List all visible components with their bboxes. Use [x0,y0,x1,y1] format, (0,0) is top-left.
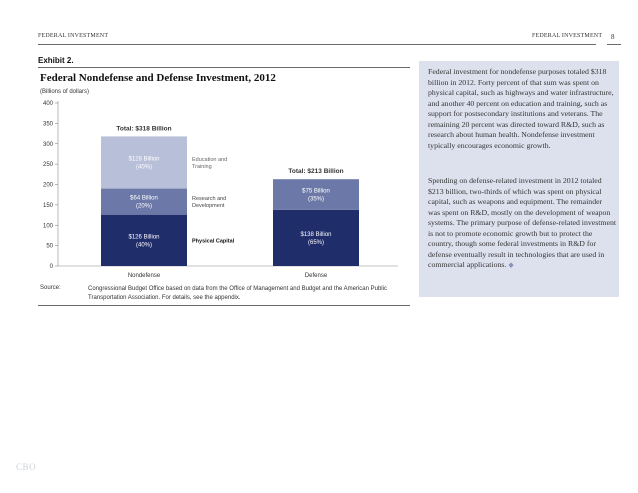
y-axis-units-label: (Billions of dollars) [40,89,90,95]
series-label: Education and Training [192,156,228,170]
total-label: Total: $213 Billion [288,168,344,176]
chart-title: Federal Nondefense and Defense Investment, 2012 [40,72,276,84]
data-label: $75 Billion (35%) [302,188,330,203]
y-tick-label: 300 [42,141,53,148]
page-number: 8 [611,33,615,41]
source-text: Congressional Budget Office based on data from the Office of Management and Budget and the American Public Transportation Association. For details, see the appendix. [88,286,387,301]
exhibit-label: Exhibit 2. [38,56,74,65]
running-header-left: FEDERAL INVESTMENT [38,33,109,39]
y-tick-label: 0 [49,264,53,270]
y-tick-label: 50 [46,243,53,250]
sidebar-paragraph-2: Spending on defense-related investment in 2012 totaled $213 billion, two-thirds of which was spent on physical capital, such as weapons and equipment. The remainder was spent on R&D, mostly on the development of weapon systems. The primary purpose of defense-related investment is not to promote economic growth but to protect the country, though some federal investments in R&D for defense eventually result in technologies that are used in commercial applications. ◆ [428,176,617,269]
data-label: $128 Billion (40%) [128,156,160,171]
sidebar-paragraph-1: Federal investment for nondefense purposes totaled $318 billion in 2012. Forty percent of that sum was spent on physical capital, such as highways and water infrastructure, and another 40 percent on education and training, such as support for postsecondary institutions and veterans. The remaining 20 percent was directed toward R&D, such as research about human health. Nondefense investment typically encourages economic growth. [428,67,614,150]
total-label: Total: $318 Billion [116,125,172,133]
y-tick-label: 400 [42,101,53,107]
series-label: Research and Development [192,196,227,210]
category-label: Defense [304,273,328,279]
data-label: $126 Billion (40%) [128,234,160,249]
end-mark-icon: ◆ [508,261,514,269]
y-tick-label: 200 [42,182,53,189]
footer-rule [38,305,410,306]
source-label: Source: [40,285,61,291]
cbo-logo: CBO [16,462,37,472]
category-label: Nondefense [127,273,161,279]
running-header-right: FEDERAL INVESTMENT [532,33,603,39]
series-label: Physical Capital [192,238,235,245]
y-tick-label: 250 [42,162,53,169]
y-tick-label: 150 [42,202,53,209]
y-tick-label: 100 [42,223,53,230]
data-label: $138 Billion (65%) [300,231,332,246]
data-label: $64 Billion (20%) [130,195,158,210]
y-tick-label: 350 [42,121,53,128]
